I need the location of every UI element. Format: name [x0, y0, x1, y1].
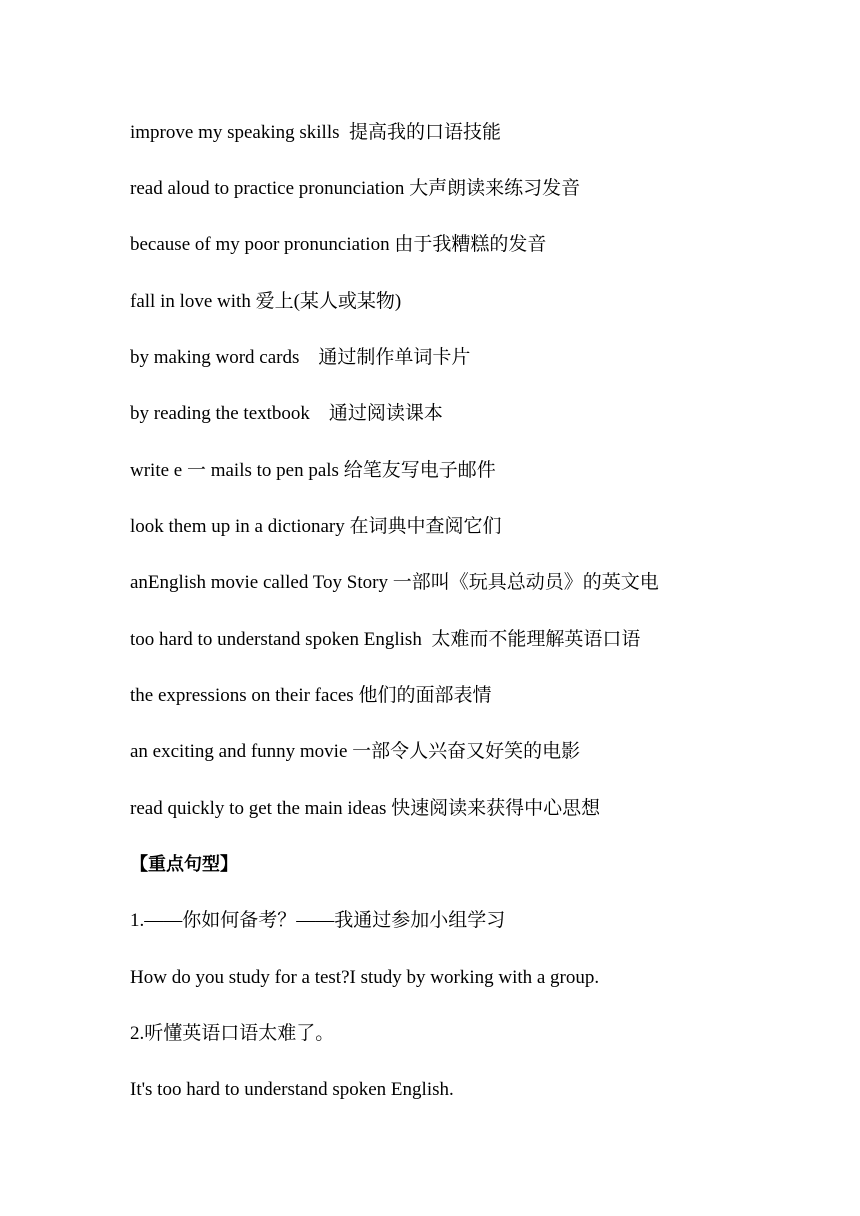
phrase-line: write e 一 mails to pen pals 给笔友写电子邮件 — [130, 460, 496, 481]
sentence-line: How do you study for a test?I study by working with a group. — [130, 967, 600, 988]
phrase-line: read quickly to get the main ideas 快速阅读来获得中心思想 — [130, 798, 601, 819]
sentence-line: 2.听懂英语口语太难了。 — [130, 1023, 335, 1044]
phrase-line: fall in love with 爱上(某人或某物) — [130, 291, 402, 312]
phrase-line: look them up in a dictionary 在词典中查阅它们 — [130, 516, 502, 537]
phrase-line: too hard to understand spoken English 太难而不能理解英语口语 — [130, 629, 641, 650]
sentence-line: 1.——你如何备考？——我通过参加小组学习 — [130, 910, 506, 931]
phrase-line: by making word cards 通过制作单词卡片 — [130, 347, 471, 368]
sentence-line: It's too hard to understand spoken English. — [130, 1079, 454, 1100]
phrase-line: because of my poor pronunciation 由于我糟糕的发音 — [130, 234, 547, 255]
phrase-line: by reading the textbook 通过阅读课本 — [130, 403, 443, 424]
phrase-line: read aloud to practice pronunciation 大声朗读来练习发音 — [130, 178, 581, 199]
phrase-line: improve my speaking skills 提高我的口语技能 — [130, 122, 502, 143]
phrase-line: anEnglish movie called Toy Story 一部叫《玩具总动员》的英文电 — [130, 572, 659, 593]
phrase-line: the expressions on their faces 他们的面部表情 — [130, 685, 492, 706]
section-heading: 【重点句型】 — [130, 854, 238, 875]
phrase-line: an exciting and funny movie 一部令人兴奋又好笑的电影 — [130, 741, 581, 762]
